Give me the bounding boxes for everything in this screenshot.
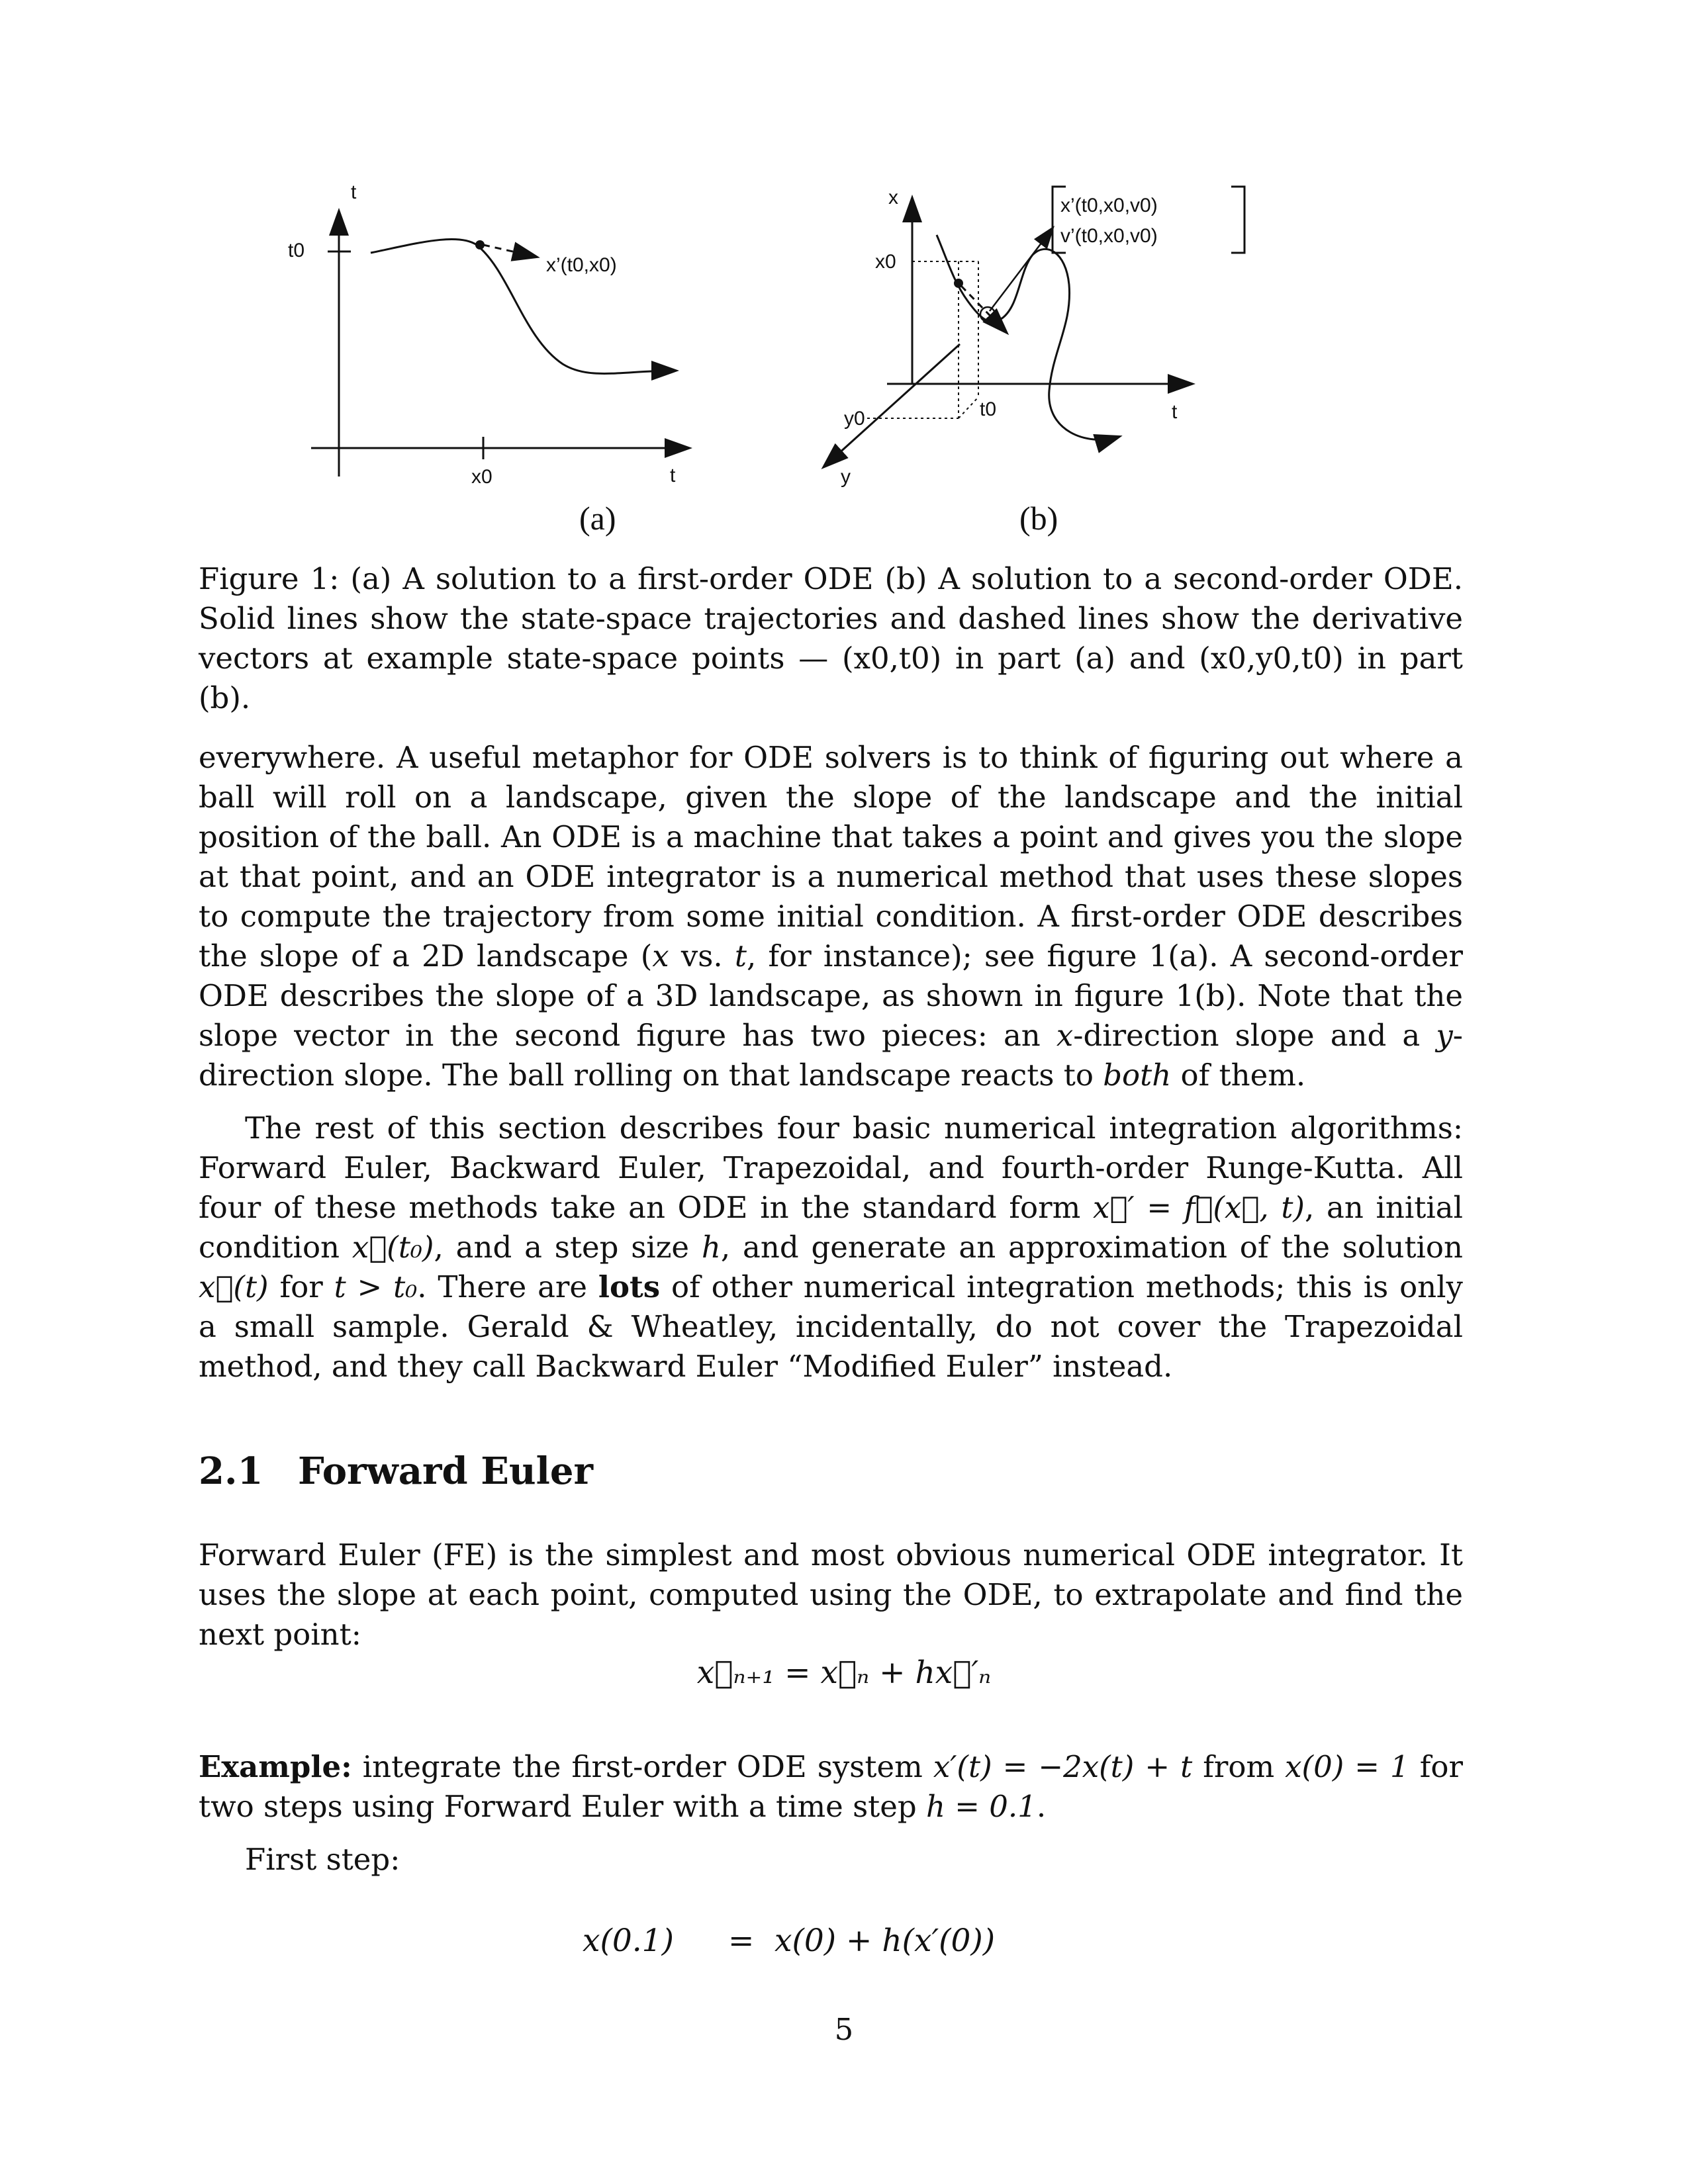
- equation-equals: =: [728, 1923, 755, 1959]
- paragraph-methods: The rest of this section describes four basic numerical integration algorithms: Forward Euler, Backward Euler, Trapezoidal, and fourth-order Runge-Kutta. All four of these methods take an ODE in the standard form x⃗′ = f⃗(x⃗, t), an initial condition x⃗(t₀), and a step size h, and generate an approximation of the solution x⃗(t) for t > t₀. There are lots of other numerical integration methods; this is only a small sample. Gerald & Wheatley, incidentally, do not cover the Trapezoidal method, and they call Backward Euler “Modified Euler” instead.: [199, 1111, 1464, 1384]
- trajectory-3d: [937, 235, 1119, 439]
- y-label: y: [841, 466, 851, 488]
- t0-label-b: t0: [980, 398, 997, 420]
- first-step-label: First step:: [245, 1842, 400, 1877]
- section-title: Forward Euler: [298, 1449, 594, 1493]
- state-point: [475, 240, 485, 250]
- vector-bracket-right: [1231, 187, 1244, 253]
- paragraph-metaphor: everywhere. A useful metaphor for ODE solvers is to think of figuring out where a ball will roll on a landscape, given the slope of the landscape and the initial position of the ball. An ODE is a machine that takes a point and gives you the slope at that point, and an ODE integrator is a numerical method that uses these slopes to compute the trajectory from some initial condition. A first-order ODE describes the slope of a 2D landscape (x vs. t, for instance); see figure 1(a). A second-order ODE describes the slope of a 3D landscape, as shown in figure 1(b). Note that the slope vector in the second figure has two pieces: an x-direction slope and a y-direction slope. The ball rolling on that landscape reacts to both of them.: [199, 740, 1463, 1093]
- derivative-vector: [483, 245, 536, 257]
- x-axis-label: x: [888, 187, 898, 208]
- panel-b-sublabel: (b): [1019, 500, 1058, 537]
- equation-lhs: x(0.1): [583, 1923, 674, 1959]
- panel-a-sublabel: (a): [579, 500, 616, 537]
- figure-caption: Figure 1: (a) A solution to a first-order ODE (b) A solution to a second-order ODE. Solid lines show the state-space trajectories and dashed lines show the derivative vectors at example state-space points — (x0,t0) in part (a) and (x0,y0,t0) in part (b).: [199, 561, 1463, 715]
- paragraph-forward-euler: Forward Euler (FE) is the simplest and most obvious numerical ODE integrator. It uses the slope at each point, computed using the ODE, to extrapolate and find the next point:: [199, 1537, 1463, 1652]
- trajectory-curve: [371, 240, 675, 374]
- section-number: 2.1: [199, 1449, 263, 1493]
- x0-label: x0: [471, 466, 492, 488]
- derivative-label: x’(t0,x0): [546, 254, 617, 276]
- t0-guide: [959, 397, 978, 418]
- equation-forward-euler: x⃗ₙ₊₁ = x⃗ₙ + hx⃗′ₙ: [696, 1655, 992, 1691]
- page-number: 5: [834, 2012, 854, 2047]
- example-paragraph: Example: integrate the first-order ODE system x′(t) = −2x(t) + t from x(0) = 1 for two steps using Forward Euler with a time step h = 0.1.: [199, 1749, 1463, 1824]
- figure-panel-b: [814, 179, 1264, 543]
- t-axis-label: t: [351, 181, 357, 203]
- t-label-b: t: [1172, 401, 1178, 423]
- vector-bottom-label: v’(t0,x0,v0): [1060, 225, 1158, 247]
- x0-label-b: x0: [875, 251, 896, 273]
- y0-label: y0: [844, 408, 865, 430]
- vector-top-label: x’(t0,x0,v0): [1060, 195, 1158, 216]
- figure-panel-a: [278, 179, 708, 543]
- equation-rhs: x(0) + h(x′(0)): [774, 1923, 996, 1959]
- section-heading: [199, 1449, 593, 1493]
- t-axis-label-bottom: t: [670, 465, 676, 486]
- t0-label: t0: [288, 240, 305, 261]
- vector-pointer: [990, 228, 1053, 311]
- y-axis-diagonal: [824, 344, 960, 467]
